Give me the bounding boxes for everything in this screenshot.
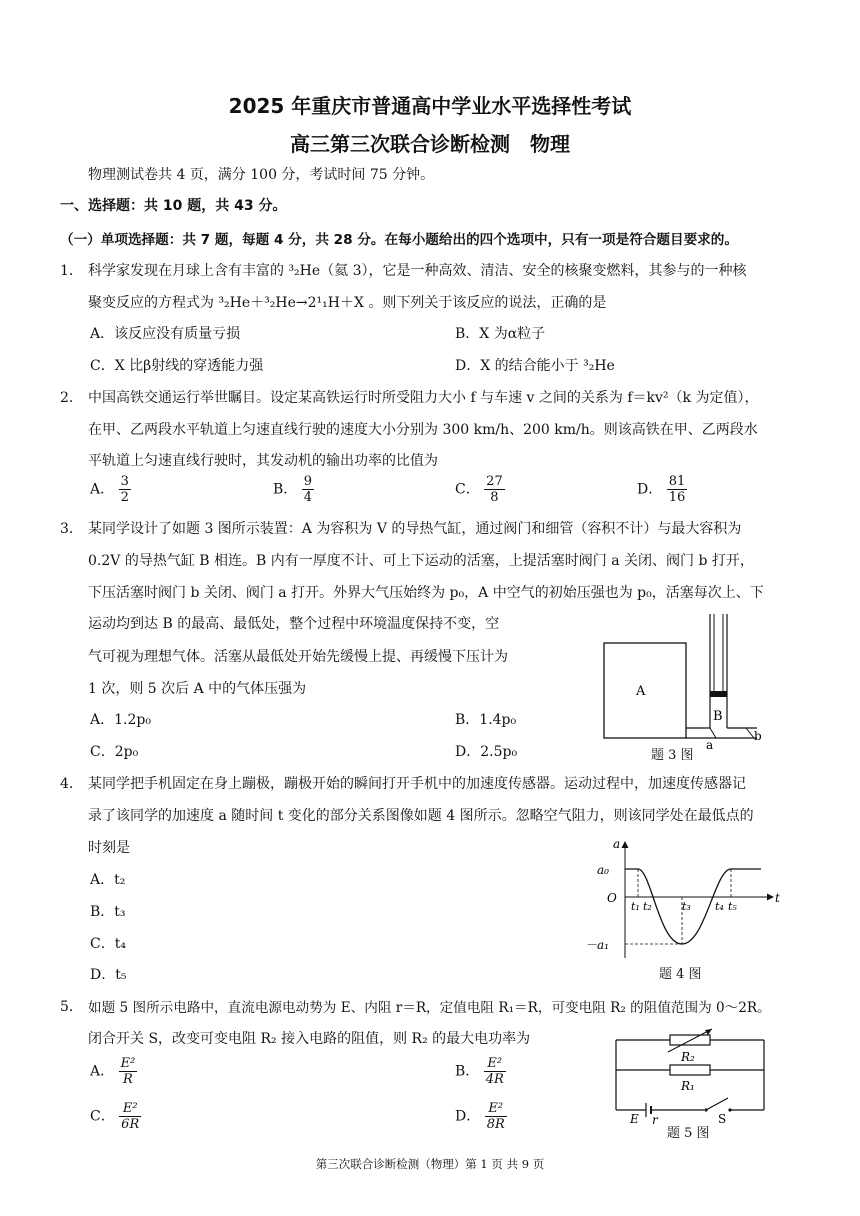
r-label: r	[652, 1113, 658, 1127]
q4-number: 4．	[60, 776, 83, 792]
t4-label: t₄	[715, 900, 724, 913]
neg-a1-label: －a₁	[585, 938, 609, 952]
q1-line1: 科学家发现在月球上含有丰富的 ³₂He（氦 3），它是一种高效、清洁、安全的核聚变燃料，其参与的一种核	[88, 263, 747, 279]
q2-option-c: C． $\frac{27}{8}$	[455, 474, 503, 505]
switch-s	[706, 1098, 728, 1110]
resistor-r1	[670, 1065, 710, 1075]
figure-3-caption: 题 3 图	[651, 748, 694, 763]
q1-option-a: A．该反应没有质量亏损	[90, 326, 241, 342]
valve-b	[746, 728, 754, 738]
valve-a	[710, 728, 716, 738]
exam-title: 2025 年重庆市普通高中学业水平选择性考试	[228, 94, 632, 118]
q2-option-b: B． $\frac{9}{4}$	[273, 474, 313, 505]
r2-label: R₂	[681, 1050, 695, 1064]
q2-d-numerator: 81	[668, 474, 686, 489]
q2-line2: 在甲、乙两段水平轨道上匀速直线行驶的速度大小分别为 300 km/h、200 km/h。则该高铁在甲、乙两段水	[88, 422, 758, 438]
a0-label: a₀	[597, 863, 609, 877]
q4-line3: 时刻是	[88, 840, 130, 856]
page-footer: 第三次联合诊断检测（物理）第 1 页 共 9 页	[315, 1157, 545, 1171]
q3-option-a: A．1.2p₀	[90, 712, 151, 728]
figure-4-graph	[585, 836, 785, 964]
label-valve-b: b	[754, 729, 762, 743]
q3-line6: 1 次，则 5 次后 A 中的气体压强为	[88, 681, 307, 697]
q2-number: 2．	[60, 390, 83, 406]
x-axis-label: t	[775, 891, 780, 905]
q3-line5: 气可视为理想气体。活塞从最低处开始先缓慢上提、再缓慢下压计为	[88, 649, 508, 665]
y-axis-label: a	[613, 837, 621, 851]
q4-option-a: A．t₂	[90, 872, 126, 888]
r1-label: R₁	[681, 1079, 695, 1093]
q2-c-numerator: 27	[486, 474, 503, 489]
q2-b-denominator: 4	[303, 490, 313, 505]
q5-line2: 闭合开关 S，改变可变电阻 R₂ 接入电路的阻值，则 R₂ 的最大电功率为	[88, 1031, 531, 1047]
q2-a-denominator: 2	[120, 490, 129, 505]
q5-line1: 如题 5 图所示电路中，直流电源电动势为 E、内阻 r＝R，定值电阻 R₁＝R，可变电阻 R₂ 的阻值范围为 0～2R。	[88, 1000, 771, 1016]
exam-intro: 物理测试卷共 4 页，满分 100 分，考试时间 75 分钟。	[88, 167, 435, 183]
subsection-heading: （一）单项选择题：共 7 题，每题 4 分，共 28 分。在每小题给出的四个选项中，只有一项是符合题目要求的。	[60, 232, 738, 248]
q5-option-d: D． $\frac{\text{E²}}{8R}$	[455, 1101, 505, 1132]
q2-b-numerator: 9	[303, 474, 313, 489]
q2-d-denominator: 16	[668, 490, 686, 505]
q5-option-a: A． $\frac{\text{E²}}{R}$	[90, 1056, 136, 1087]
q2-option-d: D． $\frac{81}{16}$	[637, 474, 686, 505]
t3-label: t₃	[682, 900, 691, 913]
q3-option-b: B．1.4p₀	[455, 712, 517, 728]
q3-line1: 某同学设计了如题 3 图所示装置：A 为容积为 V 的导热气缸，通过阀门和细管（容积不计）与最大容积为	[88, 521, 742, 537]
exam-subtitle: 高三第三次联合诊断检测 物理	[290, 132, 570, 156]
q2-option-a: A． $\frac{3}{2}$	[90, 474, 129, 505]
q3-line2: 0.2V 的导热气缸 B 相连。B 内有一厚度不计、可上下运动的活塞，上提活塞时阀门 a 关闭、阀门 b 打开，	[88, 553, 754, 569]
q5-number: 5．	[60, 999, 83, 1015]
q1-option-d: D．X 的结合能小于 ³₂He	[455, 358, 615, 374]
label-valve-a: a	[706, 738, 714, 752]
q4-line1: 某同学把手机固定在身上蹦极，蹦极开始的瞬间打开手机中的加速度传感器。运动过程中，加速度传感器记	[88, 776, 746, 792]
e-label: E	[630, 1112, 639, 1126]
q5-option-b: B． $\frac{\text{E²}}{4R}$	[455, 1056, 504, 1087]
q3-option-d: D．2.5p₀	[455, 744, 518, 760]
figure-5-caption: 题 5 图	[667, 1126, 710, 1141]
label-a: A	[636, 684, 646, 699]
s-label: S	[718, 1112, 727, 1126]
section-heading: 一、选择题：共 10 题，共 43 分。	[60, 198, 287, 214]
q1-option-c: C．X 比β射线的穿透能力强	[90, 358, 264, 374]
q3-line3: 下压活塞时阀门 b 关闭、阀门 a 打开。外界大气压始终为 p₀，A 中空气的初始压强也为 p₀，活塞每次上、下	[88, 585, 764, 601]
q2-line1: 中国高铁交通运行举世瞩目。设定某高铁运行时所受阻力大小 f 与车速 v 之间的关系为 f＝kv²（k 为定值），	[88, 390, 759, 406]
q4-line2: 录了该同学的加速度 a 随时间 t 变化的部分关系图像如题 4 图所示。忽略空气阻力，则该同学处在最低点的	[88, 808, 754, 824]
piston	[710, 691, 727, 697]
label-b: B	[713, 709, 723, 724]
q3-line4: 运动均到达 B 的最高、最低处，整个过程中环境温度保持不变，空	[88, 616, 500, 632]
q2-a-numerator: 3	[120, 474, 129, 489]
q1-number: 1．	[60, 263, 83, 279]
t1-label: t₁	[631, 900, 640, 913]
q4-option-c: C．t₄	[90, 936, 126, 952]
q5-option-c: C． $\frac{\text{E²}}{6R}$	[90, 1101, 140, 1132]
q3-number: 3．	[60, 521, 83, 537]
q1-line2: 聚变反应的方程式为 ³₂He＋³₂He→2¹₁H＋X 。则下列关于该反应的说法，正确的是	[88, 295, 607, 311]
q3-option-c: C．2p₀	[90, 744, 139, 760]
t5-label: t₅	[728, 900, 737, 913]
q4-option-d: D．t₅	[90, 967, 127, 983]
figure-5-circuit	[608, 1028, 778, 1128]
figure-4-caption: 题 4 图	[659, 967, 702, 982]
q2-line3: 平轨道上匀速直线行驶时，其发动机的输出功率的比值为	[88, 453, 438, 469]
q4-option-b: B．t₃	[90, 904, 126, 920]
figure-3-apparatus	[596, 612, 776, 757]
q1-option-b: B．X 为α粒子	[455, 326, 546, 342]
origin-label: O	[607, 891, 617, 905]
t2-label: t₂	[643, 900, 652, 913]
q2-c-denominator: 8	[490, 490, 499, 505]
